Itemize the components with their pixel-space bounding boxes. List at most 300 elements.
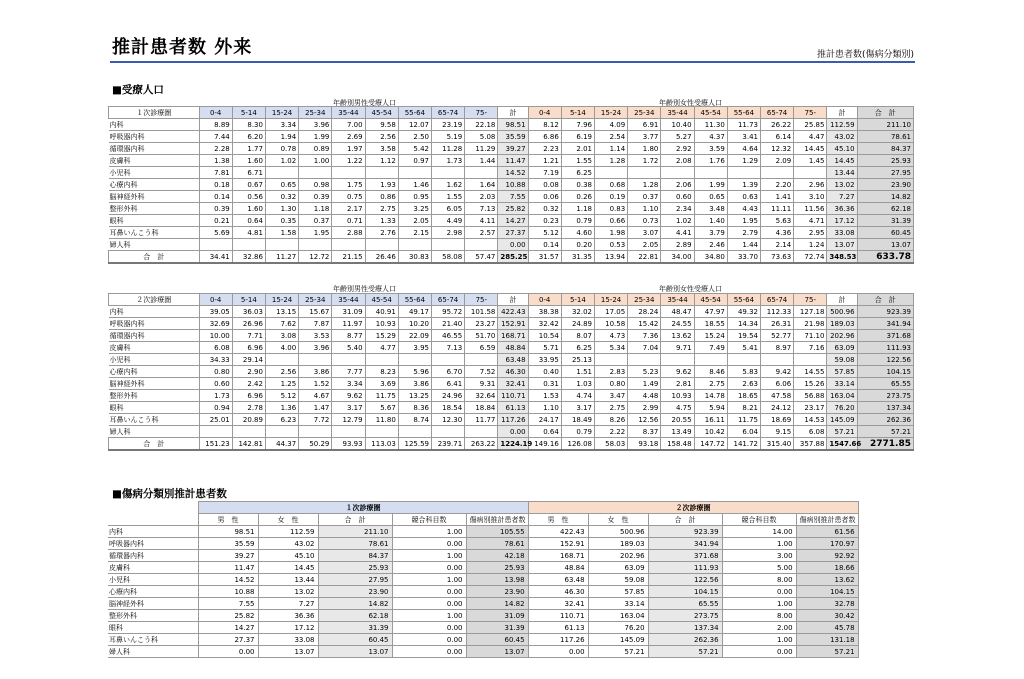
data-cell: 2.99 <box>628 402 661 414</box>
male-age-header: 25-34 <box>299 294 332 306</box>
data-cell: 5.40 <box>332 342 365 354</box>
data-cell: 4.00 <box>265 342 298 354</box>
data-cell: 0.79 <box>561 215 594 227</box>
data-cell: 8.12 <box>528 119 561 131</box>
data-cell: 84.37 <box>857 143 913 155</box>
data-cell: 25.93 <box>857 155 913 167</box>
total-cell: 58.08 <box>431 251 464 264</box>
data-cell: 2.08 <box>661 155 694 167</box>
data-cell: 6.70 <box>431 366 464 378</box>
department-label: 婦人科 <box>108 646 198 658</box>
data-cell: 98.51 <box>198 526 258 538</box>
data-cell: 33.95 <box>528 354 561 366</box>
data-cell: 5.41 <box>727 342 760 354</box>
data-cell: 104.15 <box>796 586 858 598</box>
data-cell: 3.86 <box>398 378 431 390</box>
female-age-header: 25-34 <box>628 107 661 119</box>
data-cell: 7.19 <box>528 167 561 179</box>
data-cell: 4.71 <box>794 215 827 227</box>
data-cell: 8.37 <box>628 426 661 438</box>
data-cell: 7.16 <box>794 342 827 354</box>
data-cell: 8.07 <box>561 330 594 342</box>
subtotal-header: 計 <box>498 294 528 306</box>
data-cell: 52.77 <box>761 330 794 342</box>
column-header: 女 性 <box>258 514 318 526</box>
data-cell: 7.27 <box>258 598 318 610</box>
data-cell: 2.92 <box>661 143 694 155</box>
data-cell: 2.78 <box>232 402 265 414</box>
data-cell: 0.37 <box>628 191 661 203</box>
data-cell: 3.00 <box>722 550 796 562</box>
table-row <box>109 402 914 414</box>
data-cell: 152.91 <box>528 538 588 550</box>
female-age-header: 55-64 <box>727 107 760 119</box>
data-cell: 98.51 <box>498 119 528 131</box>
data-cell: 13.25 <box>398 390 431 402</box>
data-cell: 5.67 <box>365 402 398 414</box>
secondary-care-table <box>108 293 914 451</box>
data-cell <box>465 354 498 366</box>
male-age-header: 35-44 <box>332 294 365 306</box>
data-cell: 3.17 <box>561 402 594 414</box>
data-cell: 137.34 <box>857 402 913 414</box>
data-cell: 5.42 <box>398 143 431 155</box>
data-cell: 13.07 <box>827 239 857 251</box>
group-header-primary: １次診療圏 <box>198 502 528 514</box>
data-cell: 6.59 <box>465 342 498 354</box>
data-cell: 211.10 <box>318 526 392 538</box>
data-cell: 13.44 <box>827 167 857 179</box>
data-cell: 7.44 <box>199 131 232 143</box>
data-cell: 3.59 <box>694 143 727 155</box>
data-cell: 1.18 <box>299 203 332 215</box>
data-cell: 1.24 <box>794 239 827 251</box>
data-cell <box>594 354 627 366</box>
data-cell: 6.14 <box>761 131 794 143</box>
table-row <box>109 203 914 215</box>
data-cell: 3.17 <box>332 402 365 414</box>
data-cell: 10.00 <box>199 330 232 342</box>
data-cell: 2.28 <box>199 143 232 155</box>
data-cell: 2.22 <box>594 426 627 438</box>
group-header-secondary: ２次診療圏 <box>528 502 858 514</box>
data-cell <box>265 167 298 179</box>
data-cell: 923.39 <box>648 526 722 538</box>
data-cell <box>232 426 265 438</box>
data-cell: 105.55 <box>466 526 528 538</box>
data-cell: 57.21 <box>827 426 857 438</box>
data-cell: 131.18 <box>796 634 858 646</box>
data-cell: 0.66 <box>594 215 627 227</box>
data-cell: 1.72 <box>628 155 661 167</box>
data-cell: 25.93 <box>466 562 528 574</box>
table-row <box>108 634 858 646</box>
data-cell: 1.28 <box>594 155 627 167</box>
data-cell <box>661 354 694 366</box>
data-cell: 273.75 <box>857 390 913 402</box>
table-row <box>109 306 914 318</box>
data-cell: 46.30 <box>498 366 528 378</box>
table-row <box>109 414 914 426</box>
data-cell: 27.95 <box>857 167 913 179</box>
data-cell <box>199 239 232 251</box>
table-row <box>109 143 914 155</box>
data-cell <box>365 354 398 366</box>
total-cell: 151.23 <box>199 438 232 451</box>
data-cell: 63.09 <box>588 562 648 574</box>
data-cell: 0.32 <box>265 191 298 203</box>
data-cell <box>398 354 431 366</box>
data-cell <box>431 239 464 251</box>
data-cell <box>628 354 661 366</box>
data-cell: 2.05 <box>628 239 661 251</box>
data-cell: 6.96 <box>232 390 265 402</box>
data-cell: 65.55 <box>648 598 722 610</box>
male-caption-1: 年齢別男性受療人口 <box>333 99 396 107</box>
data-cell: 189.03 <box>588 538 648 550</box>
data-cell: 0.00 <box>528 646 588 658</box>
data-cell: 0.80 <box>594 378 627 390</box>
female-age-header: 45-54 <box>694 294 727 306</box>
data-cell: 4.75 <box>661 402 694 414</box>
data-cell: 7.71 <box>232 330 265 342</box>
data-cell: 4.47 <box>794 131 827 143</box>
data-cell <box>365 426 398 438</box>
table-row <box>108 538 858 550</box>
data-cell: 4.41 <box>661 227 694 239</box>
data-cell: 9.62 <box>661 366 694 378</box>
data-cell: 3.48 <box>694 203 727 215</box>
data-cell: 0.73 <box>628 215 661 227</box>
department-label: 婦人科 <box>109 426 200 438</box>
data-cell: 23.27 <box>465 318 498 330</box>
data-cell: 9.31 <box>465 378 498 390</box>
data-cell: 57.21 <box>796 646 858 658</box>
total-cell: 633.78 <box>857 251 913 264</box>
data-cell: 2.75 <box>594 402 627 414</box>
data-cell: 5.00 <box>722 562 796 574</box>
data-cell: 11.29 <box>465 143 498 155</box>
data-cell: 422.43 <box>498 306 528 318</box>
data-cell: 3.34 <box>332 378 365 390</box>
data-cell <box>694 354 727 366</box>
male-age-header: 5-14 <box>232 294 265 306</box>
department-label: 心療内科 <box>109 366 200 378</box>
data-cell: 12.07 <box>398 119 431 131</box>
data-cell: 13.15 <box>265 306 298 318</box>
data-cell: 1.38 <box>199 155 232 167</box>
data-cell: 59.08 <box>588 574 648 586</box>
column-header: 傷病別推計患者数 <box>466 514 528 526</box>
data-cell: 6.04 <box>727 426 760 438</box>
data-cell: 63.48 <box>498 354 528 366</box>
data-cell: 112.59 <box>827 119 857 131</box>
data-cell: 14.45 <box>258 562 318 574</box>
column-header: 合 計 <box>648 514 722 526</box>
data-cell: 1.33 <box>365 215 398 227</box>
data-cell: 0.00 <box>392 622 466 634</box>
data-cell: 60.45 <box>466 634 528 646</box>
data-cell: 5.71 <box>528 342 561 354</box>
data-cell: 10.58 <box>594 318 627 330</box>
data-cell: 14.52 <box>498 167 528 179</box>
data-cell: 14.82 <box>318 598 392 610</box>
data-cell: 371.68 <box>648 550 722 562</box>
data-cell: 2.15 <box>398 227 431 239</box>
data-cell: 35.59 <box>198 538 258 550</box>
data-cell: 1.93 <box>365 179 398 191</box>
male-age-header: 75- <box>465 294 498 306</box>
female-age-header: 65-74 <box>761 107 794 119</box>
data-cell: 95.72 <box>431 306 464 318</box>
data-cell: 211.10 <box>857 119 913 131</box>
data-cell <box>431 426 464 438</box>
data-cell: 7.13 <box>465 203 498 215</box>
data-cell: 7.13 <box>431 342 464 354</box>
data-cell <box>265 354 298 366</box>
data-cell: 24.55 <box>661 318 694 330</box>
table-row <box>109 318 914 330</box>
department-label: 脳神経外科 <box>109 378 200 390</box>
subtotal-header: 計 <box>827 107 857 119</box>
data-cell: 4.09 <box>594 119 627 131</box>
data-cell: 33.14 <box>827 378 857 390</box>
data-cell: 18.65 <box>727 390 760 402</box>
data-cell: 6.41 <box>431 378 464 390</box>
data-cell: 13.44 <box>258 574 318 586</box>
data-cell: 2.79 <box>727 227 760 239</box>
data-cell: 0.18 <box>199 179 232 191</box>
department-label: 皮膚科 <box>109 342 200 354</box>
data-cell: 18.69 <box>761 414 794 426</box>
data-cell: 3.77 <box>628 131 661 143</box>
female-caption-2: 年齢別女性受療人口 <box>659 285 722 293</box>
page-subtitle: 推計患者数(傷病分類別) <box>816 50 914 60</box>
data-cell: 78.61 <box>318 538 392 550</box>
subtotal-header: 計 <box>827 294 857 306</box>
data-cell: 4.36 <box>761 227 794 239</box>
data-cell: 127.18 <box>794 306 827 318</box>
data-cell <box>431 354 464 366</box>
data-cell: 2.69 <box>332 131 365 143</box>
data-cell <box>465 426 498 438</box>
total-cell: 22.81 <box>628 251 661 264</box>
data-cell: 2.90 <box>232 366 265 378</box>
male-age-header: 65-74 <box>431 294 464 306</box>
data-cell: 0.23 <box>528 215 561 227</box>
female-caption-1: 年齢別女性受療人口 <box>659 99 722 107</box>
data-cell: 32.64 <box>465 390 498 402</box>
data-cell: 1.00 <box>392 526 466 538</box>
data-cell: 14.34 <box>727 318 760 330</box>
data-cell: 26.96 <box>232 318 265 330</box>
total-cell: 31.57 <box>528 251 561 264</box>
data-cell: 24.12 <box>761 402 794 414</box>
data-cell: 13.07 <box>258 646 318 658</box>
data-cell: 0.83 <box>594 203 627 215</box>
data-cell: 63.09 <box>827 342 857 354</box>
data-cell: 3.53 <box>299 330 332 342</box>
data-cell: 0.56 <box>232 191 265 203</box>
data-cell: 38.38 <box>528 306 561 318</box>
data-cell: 152.91 <box>498 318 528 330</box>
data-cell: 2.14 <box>761 239 794 251</box>
total-cell: 44.37 <box>265 438 298 451</box>
data-cell: 11.77 <box>465 414 498 426</box>
data-cell: 0.68 <box>594 179 627 191</box>
data-cell: 62.18 <box>857 203 913 215</box>
data-cell: 49.17 <box>398 306 431 318</box>
data-cell: 0.63 <box>727 191 760 203</box>
data-cell: 0.00 <box>392 598 466 610</box>
data-cell <box>265 426 298 438</box>
data-cell: 4.37 <box>694 131 727 143</box>
data-cell: 18.84 <box>465 402 498 414</box>
data-cell: 1.02 <box>265 155 298 167</box>
department-label: 心療内科 <box>108 586 198 598</box>
data-cell: 1.55 <box>431 191 464 203</box>
department-label: 循環器内科 <box>108 550 198 562</box>
data-cell <box>694 167 727 179</box>
data-cell <box>431 167 464 179</box>
data-cell: 9.58 <box>365 119 398 131</box>
data-cell: 57.85 <box>588 586 648 598</box>
data-cell: 8.23 <box>365 366 398 378</box>
data-cell: 5.27 <box>661 131 694 143</box>
department-label: 眼科 <box>109 215 200 227</box>
data-cell: 57.85 <box>827 366 857 378</box>
table-row <box>109 119 914 131</box>
data-cell: 8.00 <box>722 574 796 586</box>
data-cell: 10.88 <box>198 586 258 598</box>
table-row <box>109 366 914 378</box>
table-row <box>108 562 858 574</box>
data-cell: 0.06 <box>528 191 561 203</box>
data-cell: 422.43 <box>528 526 588 538</box>
data-cell: 1.47 <box>299 402 332 414</box>
data-cell: 3.96 <box>299 119 332 131</box>
data-cell: 12.30 <box>431 414 464 426</box>
data-cell: 48.84 <box>528 562 588 574</box>
table-row <box>108 598 858 610</box>
data-cell <box>365 167 398 179</box>
total-cell: 73.63 <box>761 251 794 264</box>
data-cell <box>299 167 332 179</box>
department-label: 循環器内科 <box>109 143 200 155</box>
data-cell: 0.60 <box>661 191 694 203</box>
data-cell: 10.93 <box>365 318 398 330</box>
data-cell: 8.89 <box>199 119 232 131</box>
department-label: 整形外科 <box>109 203 200 215</box>
data-cell: 15.29 <box>365 330 398 342</box>
data-cell: 3.95 <box>398 342 431 354</box>
data-cell: 4.67 <box>299 390 332 402</box>
data-cell: 33.08 <box>258 634 318 646</box>
data-cell: 7.62 <box>265 318 298 330</box>
data-cell: 6.19 <box>561 131 594 143</box>
data-cell: 0.80 <box>199 366 232 378</box>
data-cell: 5.12 <box>528 227 561 239</box>
data-cell: 11.75 <box>365 390 398 402</box>
data-cell: 26.31 <box>761 318 794 330</box>
data-cell: 137.34 <box>648 622 722 634</box>
data-cell: 11.47 <box>498 155 528 167</box>
data-cell: 76.20 <box>588 622 648 634</box>
data-cell: 13.02 <box>258 586 318 598</box>
data-cell: 28.24 <box>628 306 661 318</box>
data-cell <box>365 239 398 251</box>
male-age-header: 15-24 <box>265 294 298 306</box>
data-cell: 48.84 <box>498 342 528 354</box>
data-cell: 31.39 <box>466 622 528 634</box>
data-cell <box>299 426 332 438</box>
data-cell: 32.02 <box>561 306 594 318</box>
department-label: 整形外科 <box>108 610 198 622</box>
total-cell: 239.71 <box>431 438 464 451</box>
data-cell: 1.10 <box>628 203 661 215</box>
table-row <box>108 574 858 586</box>
data-cell: 163.04 <box>588 610 648 622</box>
data-cell: 13.07 <box>466 646 528 658</box>
department-label: 呼吸器内科 <box>109 318 200 330</box>
data-cell: 0.31 <box>528 378 561 390</box>
data-cell: 0.97 <box>398 155 431 167</box>
data-cell: 4.60 <box>561 227 594 239</box>
data-cell: 0.37 <box>299 215 332 227</box>
data-cell: 2.20 <box>761 179 794 191</box>
zone-label: １次診療圏 <box>109 107 200 119</box>
data-cell <box>628 167 661 179</box>
primary-care-table <box>108 106 914 264</box>
data-cell: 0.38 <box>561 179 594 191</box>
disease-estimate-table <box>108 501 859 658</box>
data-cell: 2.89 <box>661 239 694 251</box>
table-row <box>108 646 858 658</box>
column-header: 競合科目数 <box>392 514 466 526</box>
data-cell: 5.08 <box>465 131 498 143</box>
data-cell: 1.03 <box>561 378 594 390</box>
department-label: 循環器内科 <box>109 330 200 342</box>
data-cell: 0.64 <box>232 215 265 227</box>
data-cell: 4.48 <box>628 390 661 402</box>
table-row <box>109 191 914 203</box>
data-cell: 1.80 <box>628 143 661 155</box>
department-label: 小児科 <box>108 574 198 586</box>
data-cell: 104.15 <box>857 366 913 378</box>
male-age-header: 75- <box>465 107 498 119</box>
male-age-header: 5-14 <box>232 107 265 119</box>
corner-cell <box>108 514 198 526</box>
total-cell: 141.72 <box>727 438 760 451</box>
data-cell: 15.67 <box>299 306 332 318</box>
data-cell <box>332 167 365 179</box>
data-cell: 8.00 <box>722 610 796 622</box>
data-cell: 23.17 <box>794 402 827 414</box>
female-age-header: 25-34 <box>628 294 661 306</box>
data-cell: 57.21 <box>588 646 648 658</box>
department-label: 整形外科 <box>109 390 200 402</box>
data-cell: 39.27 <box>198 550 258 562</box>
data-cell: 262.36 <box>648 634 722 646</box>
data-cell: 10.93 <box>661 390 694 402</box>
data-cell: 60.45 <box>857 227 913 239</box>
total-cell: 93.93 <box>332 438 365 451</box>
data-cell: 57.21 <box>648 646 722 658</box>
data-cell: 3.69 <box>365 378 398 390</box>
data-cell: 5.34 <box>594 342 627 354</box>
data-cell: 17.05 <box>594 306 627 318</box>
department-label: 耳鼻いんこう科 <box>108 634 198 646</box>
